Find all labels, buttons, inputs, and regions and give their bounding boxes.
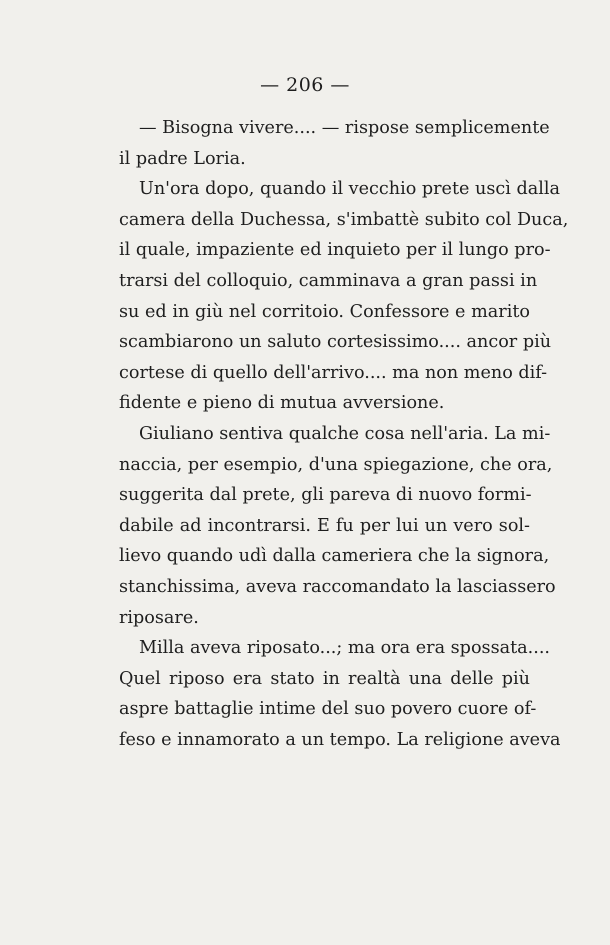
text-line: — Bisogna vivere.... — rispose semplicemente [139, 118, 550, 138]
text-line: suggerita dal prete, gli pareva di nuovo formi- [119, 485, 532, 506]
text-line: fidente e pieno di mutua avversione. [119, 393, 445, 414]
text-line: feso e innamorato a un tempo. La religione aveva [119, 729, 561, 750]
text-line: Giuliano sentiva qualche cosa nell'aria. La mi- [139, 423, 551, 444]
text-line: riposare. [119, 607, 199, 628]
text-line: cortese di quello dell'arrivo.... ma non meno dif- [119, 362, 548, 383]
text-line: il quale, impaziente ed inquieto per il lungo pro- [119, 240, 551, 261]
text-line: Milla aveva riposato...; ma ora era spossata.... [139, 638, 551, 659]
text-line: lievo quando udì dalla cameriera che la signora, [119, 546, 550, 567]
text-line: scambiarono un saluto cortesissimo.... ancor più [119, 332, 552, 353]
text-line: stanchissima, aveva raccomandato la lasciassero [119, 576, 556, 597]
text-line: Quel riposo era stato in realtà una delle più [119, 668, 530, 689]
body-text [119, 113, 569, 755]
text-line: dabile ad incontrarsi. E fu per lui un vero sol- [119, 515, 530, 536]
text-line: naccia, per esempio, d'una spiegazione, che ora, [119, 454, 553, 475]
page-number: — 206 — [260, 74, 350, 96]
text-line: Un'ora dopo, quando il vecchio prete uscì dalla [139, 179, 560, 200]
text-line: camera della Duchessa, s'imbattè subito col Duca, [119, 209, 569, 230]
text-line: trarsi del colloquio, camminava a gran passi in [119, 270, 538, 291]
text-line: il padre Loria. [119, 148, 246, 169]
text-line: su ed in giù nel corritoio. Confessore e marito [119, 301, 530, 322]
text-line: aspre battaglie intime del suo povero cuore of- [119, 699, 537, 720]
